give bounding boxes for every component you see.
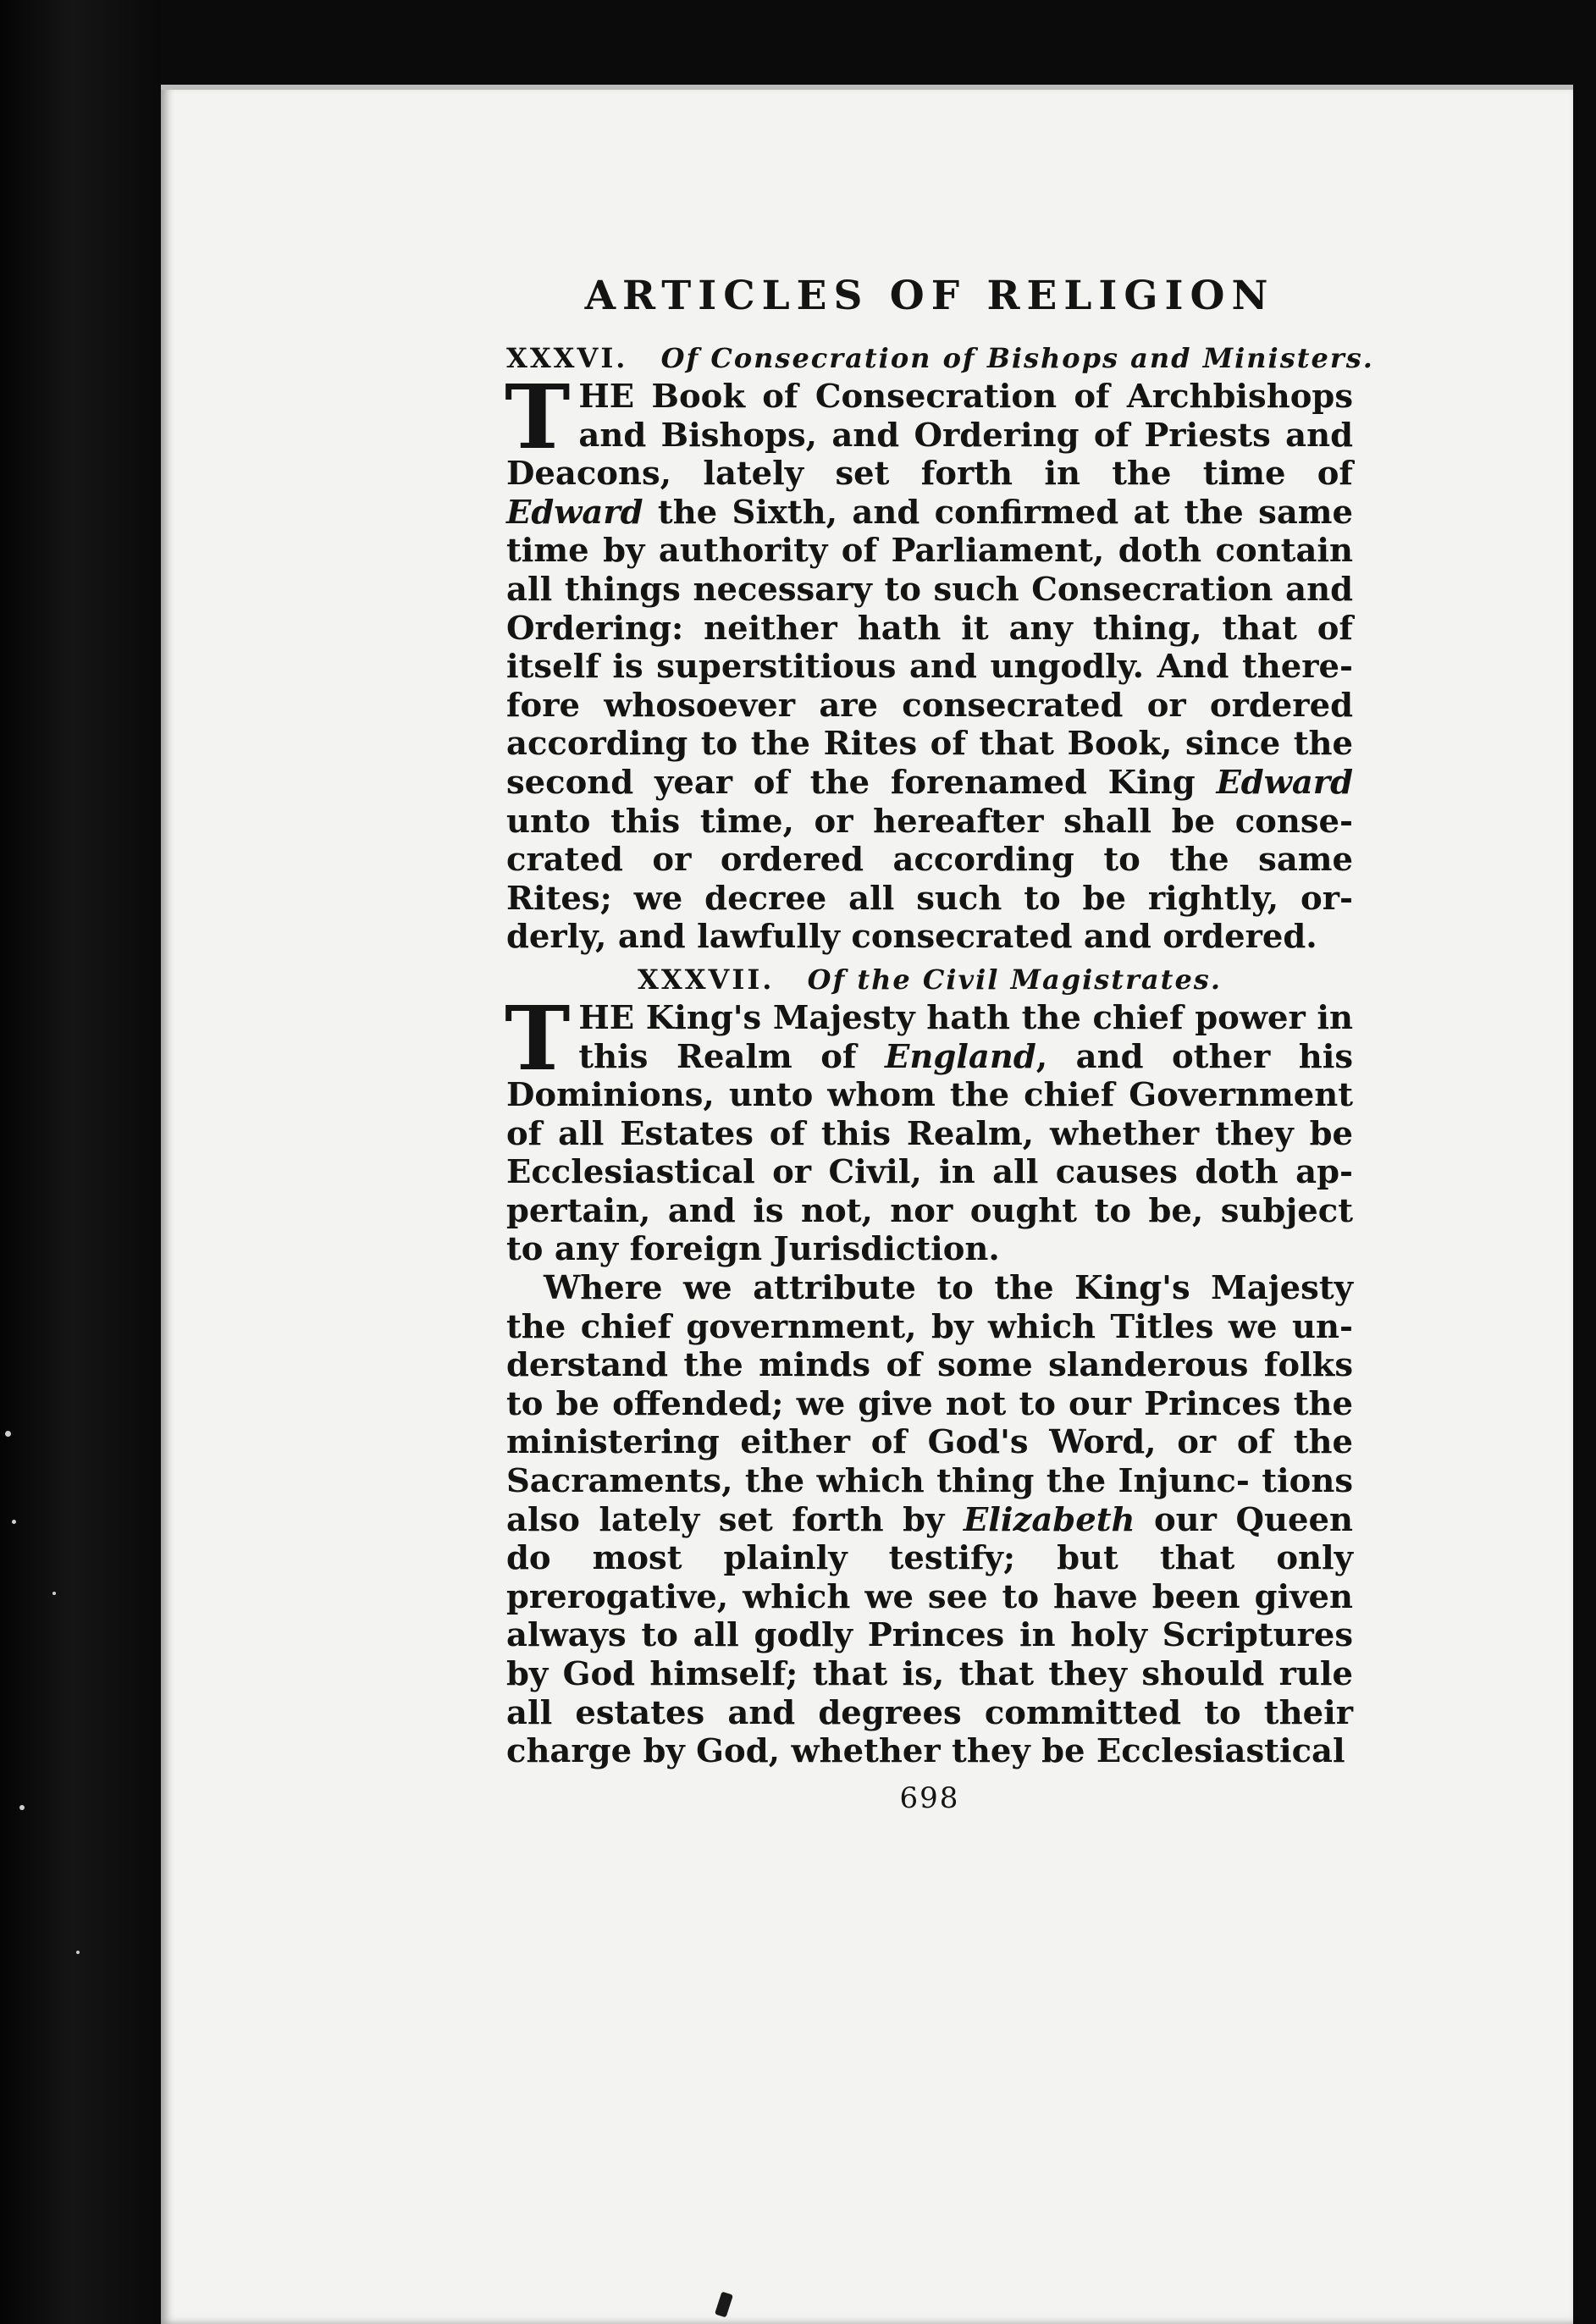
text-line: always to all godly Princes in holy Scriptures xyxy=(506,1616,1353,1655)
article-37-number: XXXVII. xyxy=(638,963,775,996)
text-line: , and other his xyxy=(1035,1037,1354,1076)
text-line: in this Realm of xyxy=(578,998,1353,1076)
text-line: derstand the minds of some slanderous folks xyxy=(506,1346,1353,1385)
film-border-top xyxy=(161,0,1573,85)
article-37-body-1 xyxy=(505,985,1354,1269)
text-line-italic: England xyxy=(885,1037,1036,1076)
text-line: by God himself; that is, that they should rule xyxy=(506,1655,1353,1693)
text-line: second year of the forenamed King xyxy=(506,763,1196,802)
text-line-italic: Edward xyxy=(1216,763,1354,802)
article-37-heading xyxy=(506,960,1353,999)
text-line: to any foreign Jurisdiction. xyxy=(506,1230,1000,1269)
text-line: of all Estates of this Realm, whether they be xyxy=(506,1114,1353,1153)
text-line: itself is superstitious and ungodly. And there- xyxy=(506,648,1353,687)
text-line: the Sacraments, the which thing the Injunc- xyxy=(506,1423,1354,1501)
article-36-number: XXXVI. xyxy=(506,342,628,374)
text-line: Deacons, lately set forth in the time of xyxy=(506,455,1353,494)
text-line: pertain, and is not, nor ought to be, subject xyxy=(506,1191,1353,1230)
text-line: to be offended; we give not to our Princes xyxy=(506,1384,1281,1423)
text-line: unto this time, or hereafter shall be conse- xyxy=(506,802,1353,841)
text-line: and Bishops, and Ordering of Priests and xyxy=(578,416,1353,455)
page-text xyxy=(505,273,1374,1818)
article-36-heading xyxy=(506,339,1374,378)
article-37-dropcap: T xyxy=(505,985,571,1090)
text-line: the Sixth, and confirmed at the same time by xyxy=(506,493,1353,571)
text-line: HE King's Majesty hath the chief power xyxy=(578,998,1306,1037)
text-line-italic: Elizabeth xyxy=(963,1500,1135,1539)
text-line: prerogative, which we see to have been given xyxy=(506,1577,1353,1616)
text-line: authority of Parliament, doth contain all xyxy=(506,532,1354,609)
text-line: the ministering either of God's Word, or of xyxy=(506,1384,1354,1462)
dust-speck xyxy=(76,1951,80,1954)
text-line: charge by God, whether they be Ecclesiastical xyxy=(506,1732,1345,1771)
dust-speck xyxy=(52,1592,56,1595)
text-line: Ordering: neither hath it any thing, that of xyxy=(506,609,1353,648)
article-36-title: Of Consecration of Bishops and Ministers. xyxy=(660,342,1374,374)
text-line: the chief government, by which Titles we un- xyxy=(506,1307,1353,1346)
page-top-edge xyxy=(161,85,1573,90)
film-border-right xyxy=(1573,0,1596,2324)
text-line: our xyxy=(1154,1500,1217,1539)
text-line: Queen do most plainly testify; but that only xyxy=(506,1500,1353,1578)
text-line: things necessary to such Consecration and xyxy=(564,570,1353,609)
dust-speck xyxy=(12,1520,16,1524)
text-line: according to the Rites of that Book, since the xyxy=(506,725,1353,764)
text-line: derly, and lawfully consecrated and ordered. xyxy=(506,918,1317,957)
text-line: crated or ordered according to the same xyxy=(506,841,1353,880)
text-line: Where we attribute to the King's Majesty xyxy=(544,1269,1353,1308)
dust-speck xyxy=(5,1431,11,1437)
text-line: Ecclesiastical or Civil, in all causes doth ap- xyxy=(506,1153,1353,1192)
page-number: 698 xyxy=(899,1780,960,1815)
text-line: fore whosoever are consecrated or ordered xyxy=(506,686,1353,725)
dust-speck xyxy=(19,1805,25,1810)
article-36-dropcap: T xyxy=(505,365,571,469)
article-36-body xyxy=(505,365,1354,957)
text-line: Rites; we decree all such to be rightly, or- xyxy=(506,879,1353,918)
text-line-italic: Edward xyxy=(506,493,643,532)
text-line: tions also lately set forth by xyxy=(506,1462,1353,1539)
film-border-left xyxy=(0,0,161,2324)
text-line: all estates and degrees committed to their xyxy=(506,1693,1353,1732)
text-line: HE Book of Consecration of Archbishops xyxy=(578,378,1353,416)
article-37-body-2 xyxy=(506,1269,1353,1771)
text-line: Dominions, unto whom the chief Government xyxy=(506,1076,1353,1115)
running-header: ARTICLES OF RELIGION xyxy=(584,273,1275,319)
article-37-title: Of the Civil Magistrates. xyxy=(807,963,1222,996)
